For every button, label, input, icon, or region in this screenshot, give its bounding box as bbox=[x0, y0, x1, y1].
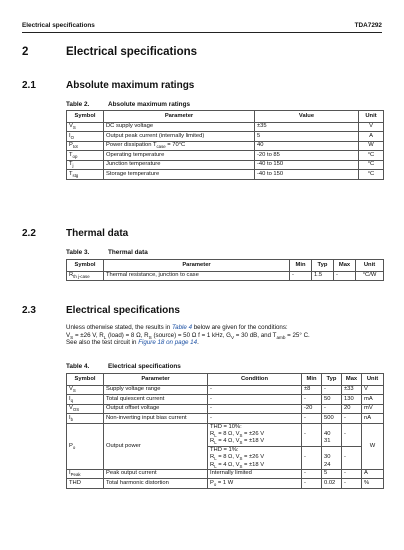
subsection-2-3-number: 2.3 bbox=[22, 305, 36, 316]
table-3-caption bbox=[66, 249, 148, 256]
cell-condition: - bbox=[208, 395, 302, 405]
table-row bbox=[67, 395, 384, 405]
cell-min: - bbox=[302, 469, 322, 479]
column-header: Parameter bbox=[104, 374, 208, 386]
cell-symbol: $I_b$ bbox=[67, 414, 104, 424]
column-header: Unit bbox=[356, 260, 384, 272]
cell-condition: THD = 1%: $R_L = 8$ Ω, $V_S = \pm 26$ V $R_L = 4$ Ω, $V_S = \pm 18$ V bbox=[208, 446, 302, 469]
cell-parameter: Peak output current bbox=[104, 469, 208, 479]
cell-unit: A bbox=[359, 132, 384, 142]
section-number: 2 bbox=[22, 46, 29, 58]
cell-max: - bbox=[342, 469, 362, 479]
cell-max: - bbox=[342, 423, 362, 446]
cell-value: -40 to 150 bbox=[255, 160, 359, 170]
cell-condition: $P_o = 1$ W bbox=[208, 479, 302, 489]
cell-max: - bbox=[342, 479, 362, 489]
conditions-line-3 bbox=[66, 339, 386, 347]
cell-min: - bbox=[290, 271, 312, 281]
subsection-2-2-title: Thermal data bbox=[66, 228, 129, 239]
cell-typ: 5 bbox=[322, 469, 342, 479]
column-header: Min bbox=[290, 260, 312, 272]
cell-max: - bbox=[342, 446, 362, 469]
cell-parameter: Output power bbox=[104, 423, 208, 469]
cell-parameter: DC supply voltage bbox=[104, 122, 255, 132]
cell-parameter: Supply voltage range bbox=[104, 385, 208, 395]
table-row bbox=[67, 141, 384, 151]
cell-min: - bbox=[302, 423, 322, 446]
cell-symbol: $P_o$ bbox=[67, 423, 104, 469]
conditions-line-1 bbox=[66, 324, 386, 332]
cell-unit: nA bbox=[362, 414, 384, 424]
table-2-caption bbox=[66, 101, 190, 108]
cell-condition: - bbox=[208, 414, 302, 424]
section-title: Electrical specifications bbox=[66, 46, 198, 58]
cell-symbol: $V_S$ bbox=[67, 385, 104, 395]
subsection-2-2-number: 2.2 bbox=[22, 228, 36, 239]
cell-parameter: Non-inverting input bias current bbox=[104, 414, 208, 424]
cell-min: - bbox=[302, 479, 322, 489]
cell-symbol: $R_{th j-case}$ bbox=[67, 271, 104, 281]
table-row bbox=[67, 160, 384, 170]
cell-unit: % bbox=[362, 479, 384, 489]
cell-unit: V bbox=[362, 385, 384, 395]
table-row bbox=[67, 423, 384, 446]
cell-unit: W bbox=[362, 423, 384, 469]
figure-18-link[interactable]: Figure 18 on page 14 bbox=[138, 339, 198, 347]
table-2-title: Absolute maximum ratings bbox=[108, 101, 191, 108]
cell-min: -20 bbox=[302, 404, 322, 414]
column-header: Unit bbox=[359, 111, 384, 123]
cell-unit: °C/W bbox=[356, 271, 384, 281]
cell-symbol: $T_{stg}$ bbox=[67, 170, 104, 180]
table-row bbox=[67, 404, 384, 414]
table-row bbox=[67, 132, 384, 142]
cell-condition: THD = 10%: $R_L = 8$ Ω, $V_S = \pm 26$ V $R_L = 4$ Ω, $V_S = \pm 18$ V bbox=[208, 423, 302, 446]
cell-symbol: $T_j$ bbox=[67, 160, 104, 170]
column-header: Symbol bbox=[67, 260, 104, 272]
cell-max: 130 bbox=[342, 395, 362, 405]
cell-value: -40 to 150 bbox=[255, 170, 359, 180]
cell-unit: mV bbox=[362, 404, 384, 414]
table-row bbox=[67, 170, 384, 180]
cell-typ: 0.02 bbox=[322, 479, 342, 489]
table-row bbox=[67, 151, 384, 161]
cell-typ: 500 bbox=[322, 414, 342, 424]
cell-parameter: Thermal resistance, junction to case bbox=[104, 271, 290, 281]
cell-symbol: $I_q$ bbox=[67, 395, 104, 405]
cell-unit: V bbox=[359, 122, 384, 132]
table-row bbox=[67, 122, 384, 132]
page-header bbox=[22, 20, 382, 33]
cell-parameter: Storage temperature bbox=[104, 170, 255, 180]
cell-symbol: $P_{tot}$ bbox=[67, 141, 104, 151]
table-row bbox=[67, 469, 384, 479]
cell-parameter: Output peak current (internally limited) bbox=[104, 132, 255, 142]
column-header: Typ bbox=[312, 260, 334, 272]
cell-unit: W bbox=[359, 141, 384, 151]
table-header-row bbox=[67, 260, 384, 272]
table-3-label: Table 3. bbox=[66, 249, 90, 256]
cell-value: 40 bbox=[255, 141, 359, 151]
column-header: Condition bbox=[208, 374, 302, 386]
cell-condition: - bbox=[208, 404, 302, 414]
cell-min: ±8 bbox=[302, 385, 322, 395]
cell-parameter: Total harmonic distortion bbox=[104, 479, 208, 489]
cell-parameter: Junction temperature bbox=[104, 160, 255, 170]
table-header-row bbox=[67, 111, 384, 123]
header-section-title: Electrical specifications bbox=[22, 22, 95, 29]
text-run: Unless otherwise stated, the results in bbox=[66, 324, 172, 331]
table-4-title: Electrical specifications bbox=[108, 363, 181, 370]
cell-min: - bbox=[302, 395, 322, 405]
cell-symbol: THD bbox=[67, 479, 104, 489]
cell-unit: °C bbox=[359, 170, 384, 180]
cell-min: - bbox=[302, 446, 322, 469]
conditions-paragraph bbox=[66, 324, 386, 347]
cell-symbol: $I_O$ bbox=[67, 132, 104, 142]
column-header: Min bbox=[302, 374, 322, 386]
column-header: Value bbox=[255, 111, 359, 123]
cell-unit: °C bbox=[359, 151, 384, 161]
table-row bbox=[67, 414, 384, 424]
cell-typ: 1.5 bbox=[312, 271, 334, 281]
cell-parameter: Power dissipation $T_{case} = 70^\circ C$ bbox=[104, 141, 255, 151]
text-run: below are given for the conditions: bbox=[192, 324, 288, 331]
cell-value: -20 to 85 bbox=[255, 151, 359, 161]
column-header: Max bbox=[342, 374, 362, 386]
cell-typ: - bbox=[322, 385, 342, 395]
column-header: Symbol bbox=[67, 111, 104, 123]
cell-value: 5 bbox=[255, 132, 359, 142]
table-2-label: Table 2. bbox=[66, 101, 90, 108]
cell-typ: 30 24 bbox=[322, 446, 342, 469]
cell-value: ±35 bbox=[255, 122, 359, 132]
cell-symbol: $T_{op}$ bbox=[67, 151, 104, 161]
subsection-2-1-number: 2.1 bbox=[22, 80, 36, 91]
cell-symbol: $V_{OS}$ bbox=[67, 404, 104, 414]
cell-parameter: Output offset voltage bbox=[104, 404, 208, 414]
table-3-title: Thermal data bbox=[108, 249, 148, 256]
cell-typ: 50 bbox=[322, 395, 342, 405]
table-4-caption bbox=[66, 363, 181, 370]
cell-unit: A bbox=[362, 469, 384, 479]
column-header: Parameter bbox=[104, 111, 255, 123]
table-2-absolute-max-ratings bbox=[66, 110, 384, 180]
cell-min: - bbox=[302, 414, 322, 424]
table-row bbox=[67, 271, 384, 281]
cell-typ: 40 31 bbox=[322, 423, 342, 446]
cell-max: 20 bbox=[342, 404, 362, 414]
column-header: Typ bbox=[322, 374, 342, 386]
table-4-label: Table 4. bbox=[66, 363, 90, 370]
cell-unit: mA bbox=[362, 395, 384, 405]
text-run: See also the test circuit in bbox=[66, 339, 139, 347]
table-4-electrical-specs bbox=[66, 373, 384, 489]
column-header: Unit bbox=[362, 374, 384, 386]
text-run: . bbox=[197, 339, 199, 347]
table-header-row bbox=[67, 374, 384, 386]
cell-max: ±33 bbox=[342, 385, 362, 395]
cell-symbol: $I_{Peak}$ bbox=[67, 469, 104, 479]
table-4-link[interactable]: Table 4 bbox=[171, 324, 193, 331]
cell-max: - bbox=[342, 414, 362, 424]
conditions-line-2: $V_S = \pm 26$ V, $R_L$ (load) = 8 Ω, $R_S$ (source) = 50 Ω f = 1 kHz, $G_V = 30$ dB, and $T_{amb} = 25^\circ$ C. bbox=[66, 331, 310, 340]
table-row bbox=[67, 479, 384, 489]
subsection-2-1-title: Absolute maximum ratings bbox=[66, 80, 195, 91]
cell-condition: - bbox=[208, 385, 302, 395]
cell-unit: °C bbox=[359, 160, 384, 170]
cell-symbol: $V_S$ bbox=[67, 122, 104, 132]
column-header: Symbol bbox=[67, 374, 104, 386]
cell-typ: - bbox=[322, 404, 342, 414]
column-header: Max bbox=[334, 260, 356, 272]
table-3-thermal-data bbox=[66, 259, 384, 281]
subsection-2-3-title: Electrical specifications bbox=[66, 305, 180, 316]
header-part-number: TDA7292 bbox=[354, 22, 382, 29]
table-row bbox=[67, 385, 384, 395]
column-header: Parameter bbox=[104, 260, 290, 272]
cell-parameter: Operating temperature bbox=[104, 151, 255, 161]
cell-max: - bbox=[334, 271, 356, 281]
cell-parameter: Total quiescent current bbox=[104, 395, 208, 405]
cell-condition: Internally limited bbox=[208, 469, 302, 479]
